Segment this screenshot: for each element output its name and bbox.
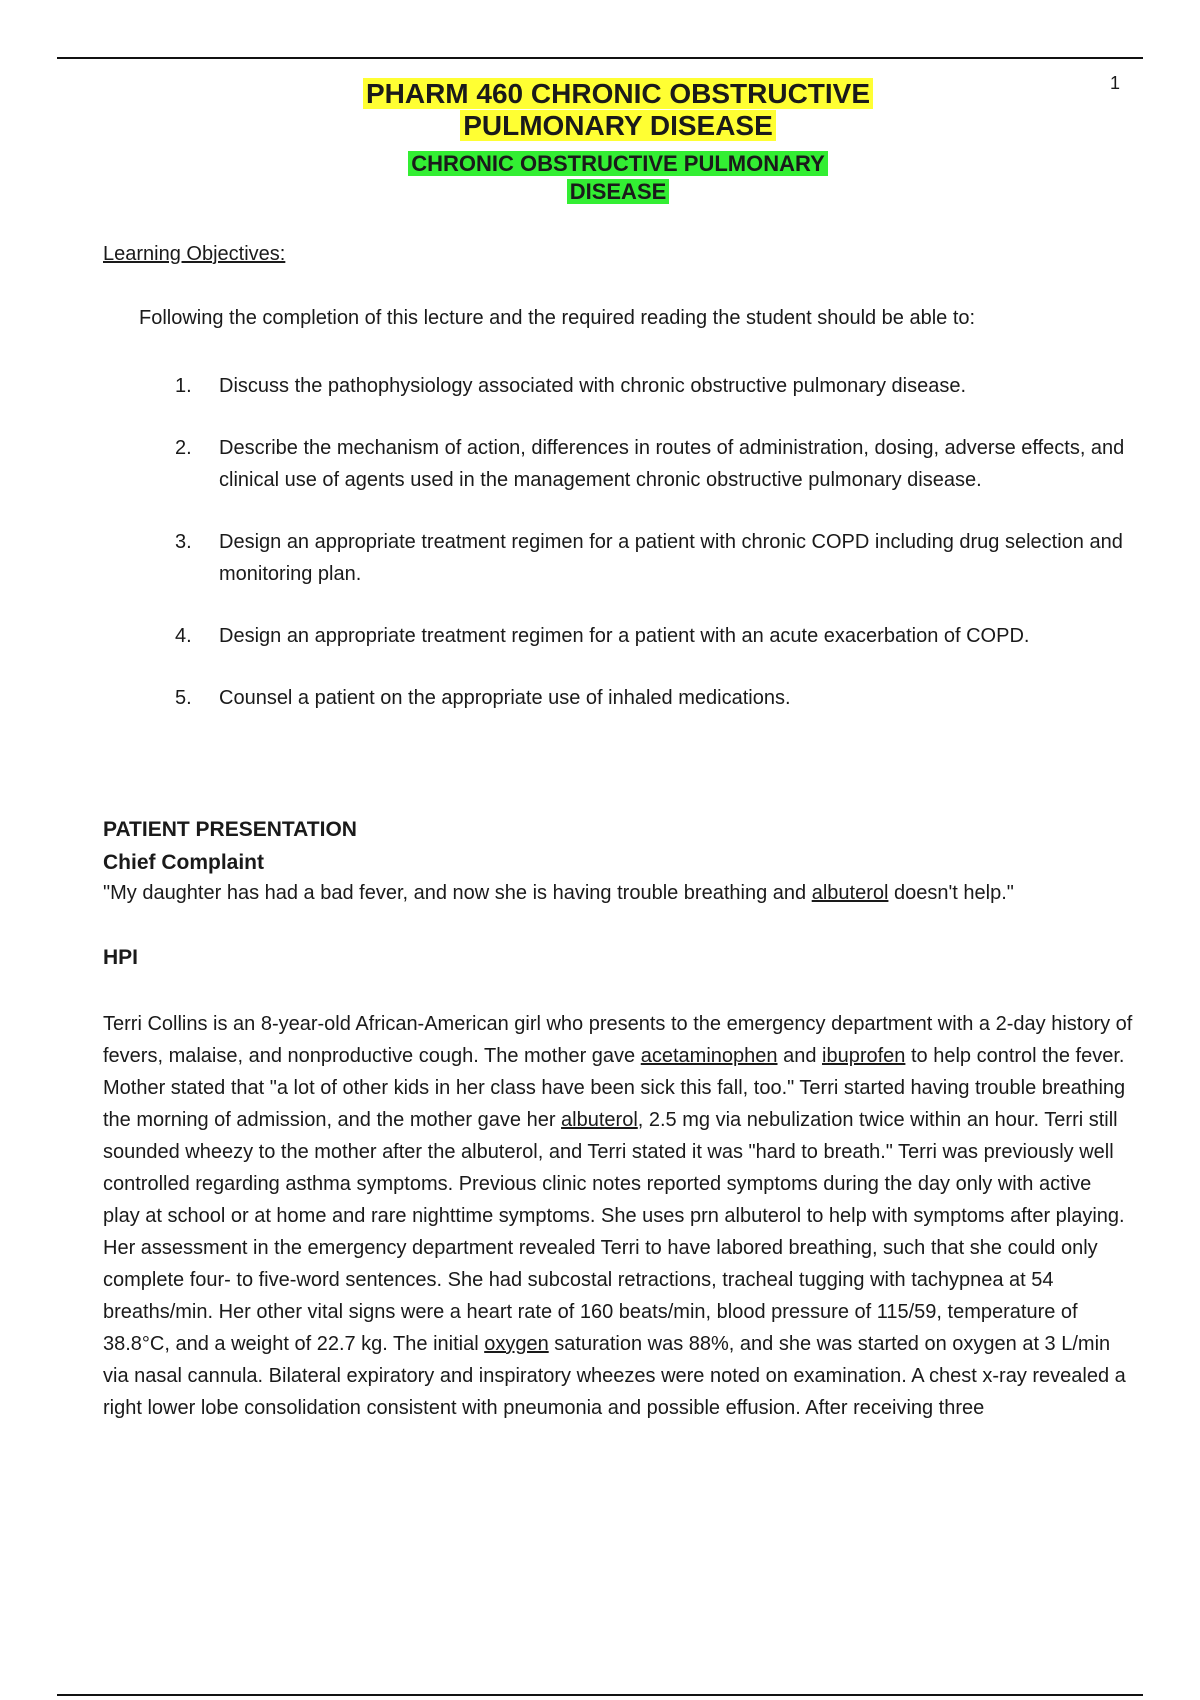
item-number: 5. [175, 687, 192, 709]
chief-complaint-text [103, 882, 1014, 905]
list-item [175, 620, 1125, 652]
cc-text-after: doesn't help." [888, 882, 1014, 904]
list-item [175, 370, 1125, 402]
objectives-intro: Following the completion of this lecture and the required reading the student should be able to: [139, 307, 976, 329]
list-item [175, 432, 1125, 496]
item-number: 3. [175, 531, 192, 553]
hpi-paragraph [103, 1008, 1133, 1424]
title-block [0, 78, 1200, 206]
item-number: 2. [175, 437, 192, 459]
document-subtitle-text: CHRONIC OBSTRUCTIVE PULMONARY DISEASE [408, 151, 828, 204]
albuterol-link[interactable]: albuterol [811, 882, 889, 904]
hpi-text-1: Terri Collins is an 8-year-old African-American girl who presents to the emergency department with a 2-day history of fevers, malaise, and nonproductive cough. The mother gave [103, 1013, 1133, 1067]
cc-text-before: "My daughter has had a bad fever, and now she is having trouble breathing and [103, 882, 812, 904]
document-title [0, 78, 1200, 142]
bottom-rule [57, 1694, 1143, 1696]
ibuprofen-link[interactable]: ibuprofen [822, 1045, 906, 1067]
top-rule [57, 57, 1143, 59]
page-number: 1 [1110, 73, 1121, 93]
document-subtitle [0, 150, 1200, 206]
acetaminophen-link[interactable]: acetaminophen [640, 1045, 778, 1067]
item-text: Discuss the pathophysiology associated with chronic obstructive pulmonary disease. [219, 375, 967, 397]
list-item [175, 526, 1125, 590]
item-text: Design an appropriate treatment regimen for a patient with chronic COPD including drug selection and monitoring plan. [219, 531, 1123, 585]
item-text: Design an appropriate treatment regimen for a patient with an acute exacerbation of COPD. [219, 625, 1030, 647]
item-number: 1. [175, 375, 192, 397]
learning-objectives-label: Learning Objectives: [103, 243, 286, 265]
patient-presentation-heading: PATIENT PRESENTATION [103, 818, 357, 841]
chief-complaint-heading: Chief Complaint [103, 851, 264, 874]
item-number: 4. [175, 625, 192, 647]
hpi-text-4: , 2.5 mg via nebulization twice within an hour. Terri still sounded wheezy to the mother after the albuterol, and Terri stated it was "hard to breath." Terri was previously well controlled regarding asthma symptoms. Previous clinic notes reported symptoms during the day only with active play at school or at home and rare nighttime symptoms. She uses prn albuterol to help with symptoms after playing. Her assessment in the emergency department revealed Terri to have labored breathing, such that she could only complete four- to five-word sentences. She had subcostal retractions, tracheal tugging with tachypnea at 54 breaths/min. Her other vital signs were a heart rate of 160 beats/min, blood pressure of 115/59, temperature of 38.8°C, and a weight of 22.7 kg. The initial [103, 1109, 1125, 1355]
albuterol-link-hpi[interactable]: albuterol [561, 1109, 638, 1131]
hpi-heading: HPI [103, 946, 139, 969]
hpi-text-3: to help control the fever. Mother stated that "a lot of other kids in her class have been sick this fall, too." Terri started having trouble breathing the morning of admission, and the mother gave her [103, 1045, 1126, 1131]
list-item [175, 682, 1125, 714]
objectives-list [175, 370, 1125, 744]
oxygen-link[interactable]: oxygen [484, 1333, 549, 1355]
item-text: Counsel a patient on the appropriate use of inhaled medications. [219, 687, 791, 709]
document-title-text: PHARM 460 CHRONIC OBSTRUCTIVE PULMONARY DISEASE [363, 78, 873, 141]
hpi-text-5: saturation was 88%, and she was started on oxygen at 3 L/min via nasal cannula. Bilateral expiratory and inspiratory wheezes were noted on examination. A chest x-ray revealed a right lower lobe consolidation consistent with pneumonia and possible effusion. After receiving three [103, 1333, 1126, 1419]
hpi-text-2: and [777, 1045, 822, 1067]
item-text: Describe the mechanism of action, differences in routes of administration, dosing, adverse effects, and clinical use of agents used in the management chronic obstructive pulmonary disease. [219, 437, 1125, 491]
